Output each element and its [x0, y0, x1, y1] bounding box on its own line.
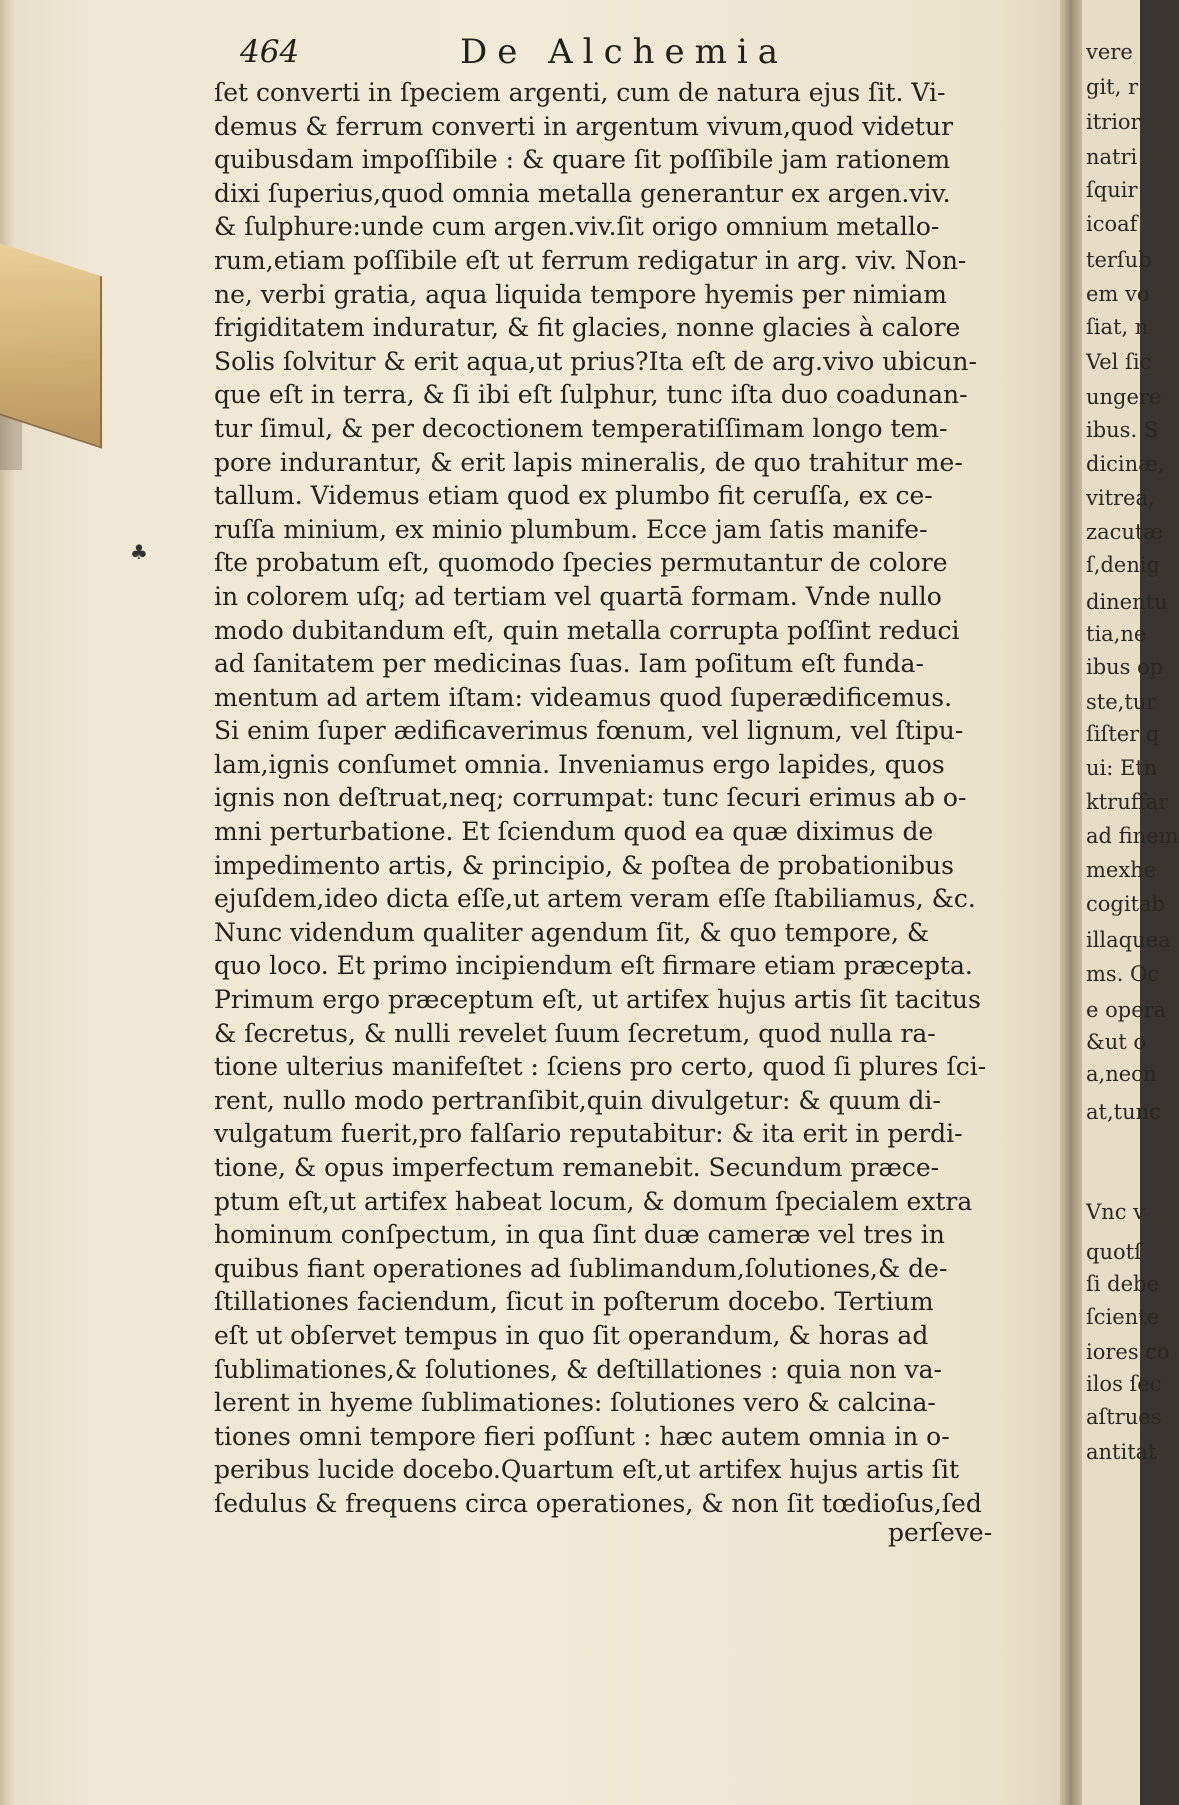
- facing-text-fragment: git, r: [1086, 75, 1138, 99]
- text-line: & ſecretus, & nulli revelet ſuum ſecretum, quod nulla ra-: [214, 1018, 936, 1048]
- facing-text-fragment: ſi debe: [1086, 1272, 1159, 1296]
- facing-text-fragment: Vel ſic: [1086, 350, 1152, 374]
- text-line: Si enim ſuper ædificaverimus fœnum, vel lignum, vel ſtipu-: [214, 716, 964, 746]
- text-line: ſublimationes,& ſolutiones, & deſtillationes : quia non va-: [214, 1354, 942, 1384]
- facing-text-fragment: ste,tur: [1086, 690, 1157, 714]
- text-line: demus & ferrum converti in argentum vivum,quod videtur: [214, 111, 954, 141]
- text-line: ptum eſt,ut artifex habeat locum, & domum ſpecialem extra: [214, 1186, 973, 1216]
- facing-text-fragment: antitat: [1086, 1440, 1157, 1464]
- text-line: pore indurantur, & erit lapis mineralis, de quo trahitur me-: [214, 447, 963, 477]
- text-line: ignis non deſtruat,neq; corrumpat: tunc ſecuri erimus ab o-: [214, 783, 967, 813]
- catchword: perſeve-: [888, 1518, 993, 1547]
- text-line: mni perturbatione. Et ſciendum quod ea quæ diximus de: [214, 817, 934, 847]
- facing-text-fragment: e opera: [1086, 998, 1167, 1022]
- facing-text-fragment: aſtrues: [1086, 1405, 1162, 1429]
- facing-text-fragment: icoaf: [1086, 212, 1138, 236]
- margin-mark: ♣: [130, 540, 148, 564]
- text-line: ad ſanitatem per medicinas ſuas. Iam poſitum eſt funda-: [214, 649, 924, 679]
- page-header: [240, 30, 840, 74]
- facing-text-fragment: Vnc v: [1086, 1200, 1145, 1224]
- facing-text-fragment: natri: [1086, 145, 1138, 169]
- facing-text-fragment: itrior: [1086, 110, 1141, 134]
- facing-text-fragment: ui: Etn: [1086, 756, 1158, 780]
- text-line: ejuſdem,ideo dicta eſſe,ut artem veram eſſe ſtabiliamus, &c.: [214, 884, 976, 914]
- facing-text-fragment: ſciente: [1086, 1305, 1160, 1329]
- facing-text-fragment: zacutæ: [1086, 520, 1164, 544]
- text-line: dixi ſuperius,quod omnia metalla generantur ex argen.viv.: [214, 178, 951, 208]
- facing-text-fragment: quotſ: [1086, 1240, 1142, 1264]
- facing-text-fragment: em vo: [1086, 282, 1150, 306]
- text-line: quibus fiant operationes ad ſublimandum,ſolutiones,& de-: [214, 1253, 948, 1283]
- book-gutter: [1060, 0, 1082, 1805]
- text-line: in colorem uſq; ad tertiam vel quartā formam. Vnde nullo: [214, 581, 942, 611]
- facing-text-fragment: dicinæ,: [1086, 452, 1165, 476]
- facing-text-fragment: ad finem: [1086, 824, 1179, 848]
- text-line: hominum conſpectum, in qua ſint duæ cameræ vel tres in: [214, 1220, 945, 1250]
- text-line: ſtillationes faciendum, ſicut in poſterum docebo. Tertium: [214, 1287, 934, 1317]
- facing-text-fragment: vere: [1086, 40, 1133, 64]
- text-line: frigiditatem induratur, & fit glacies, nonne glacies à calore: [214, 313, 961, 343]
- facing-text-fragment: ſ,denig: [1086, 553, 1161, 577]
- facing-text-fragment: ungere: [1086, 385, 1162, 409]
- facing-text-fragment: &ut o: [1086, 1030, 1146, 1054]
- text-line: Solis ſolvitur & erit aqua,ut prius?Ita eſt de arg.vivo ubicun-: [214, 346, 977, 376]
- facing-text-fragment: ſiſter q: [1086, 722, 1160, 746]
- text-line: rent, nullo modo pertranſibit,quin divulgetur: & quum di-: [214, 1085, 941, 1115]
- facing-text-fragment: cogitab: [1086, 892, 1165, 916]
- text-line: lam,ignis conſumet omnia. Inveniamus ergo lapides, quos: [214, 749, 945, 779]
- running-title: De Alchemia: [460, 32, 789, 72]
- facing-text-fragment: iores co: [1086, 1340, 1170, 1364]
- facing-text-fragment: ibus op: [1086, 655, 1164, 679]
- body-text: [214, 76, 1040, 1521]
- text-line: vulgatum fuerit,pro falſario reputabitur: & ita erit in perdi-: [214, 1119, 963, 1149]
- text-line: eſt ut obſervet tempus in quo ſit operandum, & horas ad: [214, 1320, 929, 1350]
- text-line: ſte probatum eſt, quomodo ſpecies permutantur de colore: [214, 548, 948, 578]
- facing-text-fragment: illaquea: [1086, 928, 1171, 952]
- facing-text-fragment: ibus. S: [1086, 418, 1159, 442]
- text-line: ſet converti in ſpeciem argenti, cum de natura ejus ſit. Vi-: [214, 78, 946, 107]
- wooden-clip: [0, 243, 102, 448]
- text-line: tallum. Videmus etiam quod ex plumbo fit ceruſſa, ex ce-: [214, 481, 933, 511]
- facing-text-fragment: dinentu: [1086, 590, 1168, 614]
- text-line: quibusdam impoſſibile : & quare ſit poſſibile jam rationem: [214, 145, 951, 175]
- text-line: lerent in hyeme ſublimationes: ſolutiones vero & calcina-: [214, 1388, 936, 1418]
- facing-text-fragment: ms. Oc: [1086, 962, 1160, 986]
- text-line: ruſſa minium, ex minio plumbum. Ecce jam ſatis manife-: [214, 514, 928, 544]
- text-line: impedimento artis, & principio, & poſtea de probationibus: [214, 850, 954, 880]
- text-line: quo loco. Et primo incipiendum eſt firmare etiam præcepta.: [214, 951, 973, 981]
- facing-text-fragment: vitrea,: [1086, 486, 1155, 510]
- facing-text-fragment: ilos ſec: [1086, 1372, 1162, 1396]
- facing-text-fragment: tia,ne: [1086, 622, 1147, 646]
- facing-text-fragment: terſub: [1086, 248, 1152, 272]
- text-line: tur ſimul, & per decoctionem temperatiſſimam longo tem-: [214, 413, 948, 443]
- facing-text-fragment: ktruffar: [1086, 790, 1169, 814]
- page-number: 464: [240, 34, 300, 70]
- text-line: peribus lucide docebo.Quartum eſt,ut artifex hujus artis ſit: [214, 1455, 960, 1485]
- text-line: que eſt in terra, & ſi ibi eſt ſulphur, tunc iſta duo coadunan-: [214, 380, 968, 410]
- text-line: & ſulphure:unde cum argen.viv.ſit origo omnium metallo-: [214, 212, 940, 242]
- text-line: tiones omni tempore fieri poſſunt : hæc autem omnia in o-: [214, 1421, 950, 1451]
- facing-text-fragment: a,necn: [1086, 1062, 1157, 1086]
- text-line: mentum ad artem iſtam: videamus quod ſuperædificemus.: [214, 682, 953, 712]
- text-line: tione ulterius manifeſtet : ſciens pro certo, quod ſi plures ſci-: [214, 1052, 987, 1082]
- text-line: tione, & opus imperfectum remanebit. Secundum præce-: [214, 1153, 940, 1182]
- facing-page-edge: [1082, 0, 1179, 1805]
- text-line: Primum ergo præceptum eſt, ut artifex hujus artis ſit tacitus: [214, 985, 981, 1015]
- text-line: ne, verbi gratia, aqua liquida tempore hyemis per nimiam: [214, 279, 948, 309]
- text-line: modo dubitandum eſt, quin metalla corrupta poſſint reduci: [214, 615, 960, 645]
- text-line: rum,etiam poſſibile eſt ut ferrum redigatur in arg. viv. Non-: [214, 245, 967, 275]
- facing-text-fragment: mexhe: [1086, 858, 1157, 882]
- facing-text-fragment: ſiat, n: [1086, 315, 1149, 339]
- facing-text-fragment: ſquir: [1086, 178, 1138, 202]
- text-line: ſedulus & frequens circa operationes, & non ſit tœdioſus,ſed: [214, 1488, 982, 1518]
- text-line: Nunc videndum qualiter agendum ſit, & quo tempore, &: [214, 917, 930, 947]
- facing-text-fragment: at,tunc: [1086, 1100, 1161, 1124]
